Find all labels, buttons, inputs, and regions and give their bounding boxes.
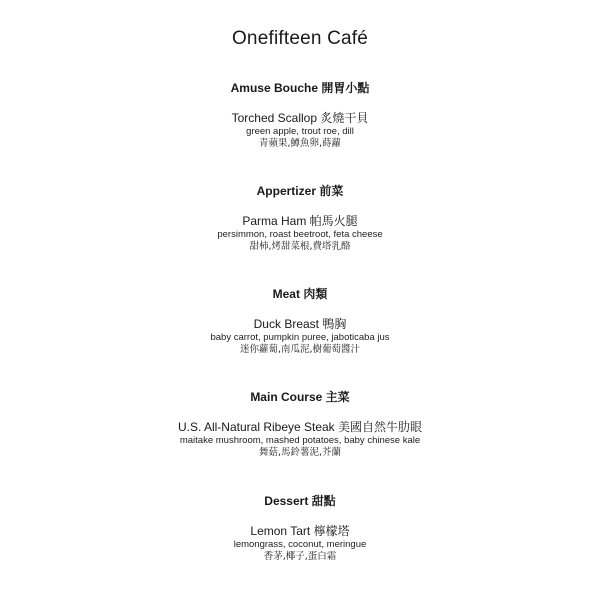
- cafe-title: Onefifteen Café: [231, 28, 369, 49]
- dish-name-zh: 美國自然牛肋眼: [338, 420, 423, 434]
- course-meat: [0, 287, 600, 356]
- dish-name-en: Parma Ham: [242, 214, 307, 228]
- dish-name: [0, 111, 600, 125]
- course-amuse-bouche: [0, 81, 600, 150]
- course-heading-zh: 前菜: [319, 184, 344, 198]
- dish-name: [0, 420, 600, 434]
- dish-description-zh: 迷你蘿蔔,南瓜泥,樹葡萄醬汁: [239, 344, 361, 355]
- course-heading: [0, 81, 600, 95]
- dish-description: persimmon, roast beetroot, feta cheese: [217, 229, 383, 240]
- course-heading-zh: 肉類: [303, 287, 328, 301]
- dish-description-zh: 香茅,椰子,蛋白霜: [263, 551, 337, 562]
- course-heading: [0, 390, 600, 404]
- dish-name: [0, 214, 600, 228]
- dish: [0, 420, 600, 459]
- dish-description-zh: 青蘋果,鱒魚卵,蒔蘿: [258, 138, 342, 149]
- dish-description-zh: 舞菇,馬鈴薯泥,芥蘭: [258, 447, 342, 458]
- dish-name-en: U.S. All-Natural Ribeye Steak: [177, 420, 335, 434]
- course-heading-en: Meat: [272, 287, 300, 301]
- course-heading-en: Dessert: [264, 494, 309, 508]
- course-heading: [0, 287, 600, 301]
- course-heading: [0, 184, 600, 198]
- course-heading-zh: 開胃小點: [321, 81, 370, 95]
- dish: [0, 524, 600, 563]
- dish: [0, 214, 600, 253]
- course-heading-en: Main Course: [250, 390, 323, 404]
- dish-name-en: Lemon Tart: [250, 524, 311, 538]
- dish-name-en: Duck Breast: [253, 317, 319, 331]
- course-dessert: [0, 494, 600, 563]
- course-appetizer: [0, 184, 600, 253]
- dish-name: [0, 524, 600, 538]
- course-heading-en: Appertizer: [256, 184, 316, 198]
- dish-name-zh: 炙燒干貝: [320, 111, 369, 125]
- dish-description: green apple, trout roe, dill: [246, 126, 354, 137]
- dish-name-zh: 檸檬塔: [313, 524, 350, 538]
- dish-name-zh: 帕馬火腿: [309, 214, 358, 228]
- dish-description: lemongrass, coconut, meringue: [233, 539, 367, 550]
- dish: [0, 317, 600, 356]
- dish-description: baby carrot, pumpkin puree, jaboticaba jus: [210, 332, 390, 343]
- dish-name: [0, 317, 600, 331]
- course-heading-zh: 主菜: [325, 390, 350, 404]
- course-heading-en: Amuse Bouche: [230, 81, 318, 95]
- dish-description-zh: 甜柿,烤甜菜根,費塔乳酪: [249, 241, 351, 252]
- dish-description: maitake mushroom, mashed potatoes, baby chinese kale: [179, 435, 421, 446]
- dish-name-zh: 鴨胸: [322, 317, 347, 331]
- dish: [0, 111, 600, 150]
- course-main: [0, 390, 600, 459]
- course-heading-zh: 甜點: [311, 494, 336, 508]
- dish-name-en: Torched Scallop: [231, 111, 318, 125]
- course-heading: [0, 494, 600, 508]
